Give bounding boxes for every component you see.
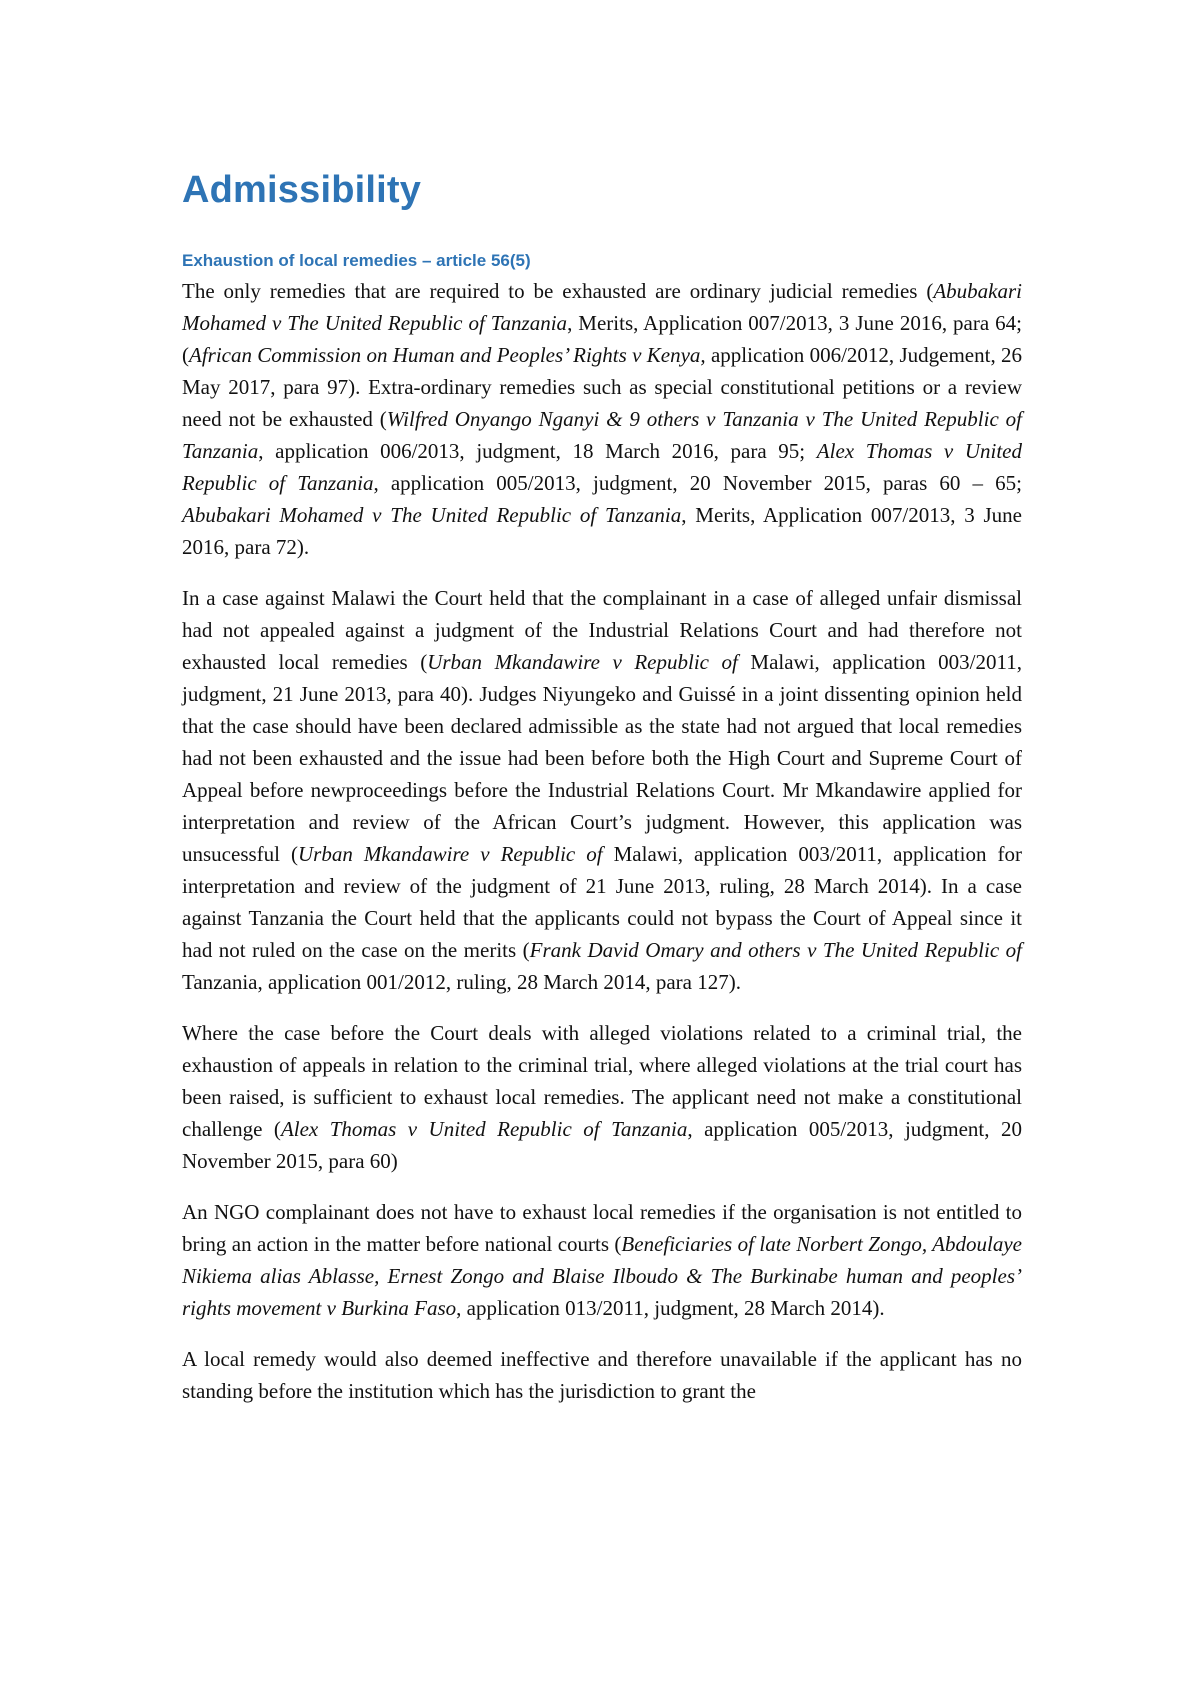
text-run: Malawi, application 003/2011, judgment, 21 June 2013, para 40). Judges Niyungeko and Guissé in a joint dissenting opinion held that the case should have been declared admissible as the state had not argued that local remedies had not been exhausted and the issue had been before both the High Court and Supreme Court of Appeal before newproceedings before the Industrial Relations Court. Mr Mkandawire applied for interpretation and review of the African Court’s judgment. However, this application was unsucessful ( bbox=[182, 649, 1022, 866]
section-subheading: Exhaustion of local remedies – article 56(5) bbox=[182, 250, 531, 270]
paragraph bbox=[182, 582, 1022, 998]
case-citation: Frank David Omary and others v The United Republic of bbox=[529, 937, 1022, 962]
text-run: In a case against Malawi the Court held that the complainant in a case of alleged unfair dismissal had not appealed against a judgment of the Industrial Relations Court and had therefore not exhausted local remedies ( bbox=[182, 585, 1022, 674]
page-title: Admissibility bbox=[182, 169, 422, 211]
text-run: , application 006/2013, judgment, 18 March 2016, para 95; bbox=[258, 438, 817, 463]
case-citation: Abubakari Mohamed v The United Republic of Tanzania bbox=[182, 278, 1022, 335]
body-text bbox=[182, 275, 1022, 1407]
text-run: application 006/2012, Judgement, 26 May 2017, para 97). Extra-ordinary remedies such as special constitutional petitions or a review need not be exhausted ( bbox=[182, 342, 1022, 431]
case-citation: Abubakari Mohamed v The United Republic of Tanzania bbox=[182, 502, 682, 527]
paragraph bbox=[182, 1196, 1022, 1324]
text-run: , application 005/2013, judgment, 20 November 2015, paras 60 – 65; bbox=[373, 470, 1022, 495]
case-citation: Beneficiaries of late Norbert Zongo, Abdoulaye Nikiema alias Ablasse, Ernest Zongo and Blaise Ilboudo & The Burkinabe human and peoples’ rights movement v Burkina Faso bbox=[182, 1231, 1022, 1320]
paragraph bbox=[182, 1343, 1022, 1407]
text-run: A local remedy would also deemed ineffective and therefore unavailable if the applicant has no standing before the institution which has the jurisdiction to grant the bbox=[182, 1346, 1022, 1403]
text-run: The only remedies that are required to be exhausted are ordinary judicial remedies ( bbox=[182, 278, 934, 303]
text-run: , Merits, Application 007/2013, 3 June 2016, para 72). bbox=[182, 502, 1022, 559]
paragraph bbox=[182, 1017, 1022, 1177]
case-citation: Urban Mkandawire v Republic of bbox=[298, 841, 603, 866]
document-page bbox=[182, 168, 1022, 1426]
text-run: Where the case before the Court deals with alleged violations related to a criminal trial, the exhaustion of appeals in relation to the criminal trial, where alleged violations at the trial court has been raised, is sufficient to exhaust local remedies. The applicant need not make a constitutional challenge ( bbox=[182, 1020, 1022, 1141]
text-run: , Merits, Application 007/2013, 3 June 2016, para 64; ( bbox=[182, 310, 1022, 367]
text-run: Tanzania, application 001/2012, ruling, 28 March 2014, para 127). bbox=[182, 969, 741, 994]
case-citation: Wilfred Onyango Nganyi & 9 others v Tanzania v The United Republic of Tanzania bbox=[182, 406, 1023, 463]
text-run: An NGO complainant does not have to exhaust local remedies if the organisation is not entitled to bring an action in the matter before national courts ( bbox=[182, 1199, 1022, 1256]
text-run: , application 013/2011, judgment, 28 March 2014). bbox=[456, 1295, 885, 1320]
case-citation: African Commission on Human and Peoples’ Rights v Kenya, bbox=[189, 342, 706, 367]
paragraph bbox=[182, 275, 1022, 563]
text-run: , application 005/2013, judgment, 20 November 2015, para 60) bbox=[182, 1116, 1022, 1173]
case-citation: Urban Mkandawire v Republic of bbox=[427, 649, 738, 674]
case-citation: Alex Thomas v United Republic of Tanzania bbox=[280, 1116, 688, 1141]
case-citation: Alex Thomas v United Republic of Tanzania bbox=[182, 438, 1022, 495]
text-run: Malawi, application 003/2011, application for interpretation and review of the judgment of 21 June 2013, ruling, 28 March 2014). In a case against Tanzania the Court held that the applicants could not bypass the Court of Appeal since it had not ruled on the case on the merits ( bbox=[182, 841, 1022, 962]
